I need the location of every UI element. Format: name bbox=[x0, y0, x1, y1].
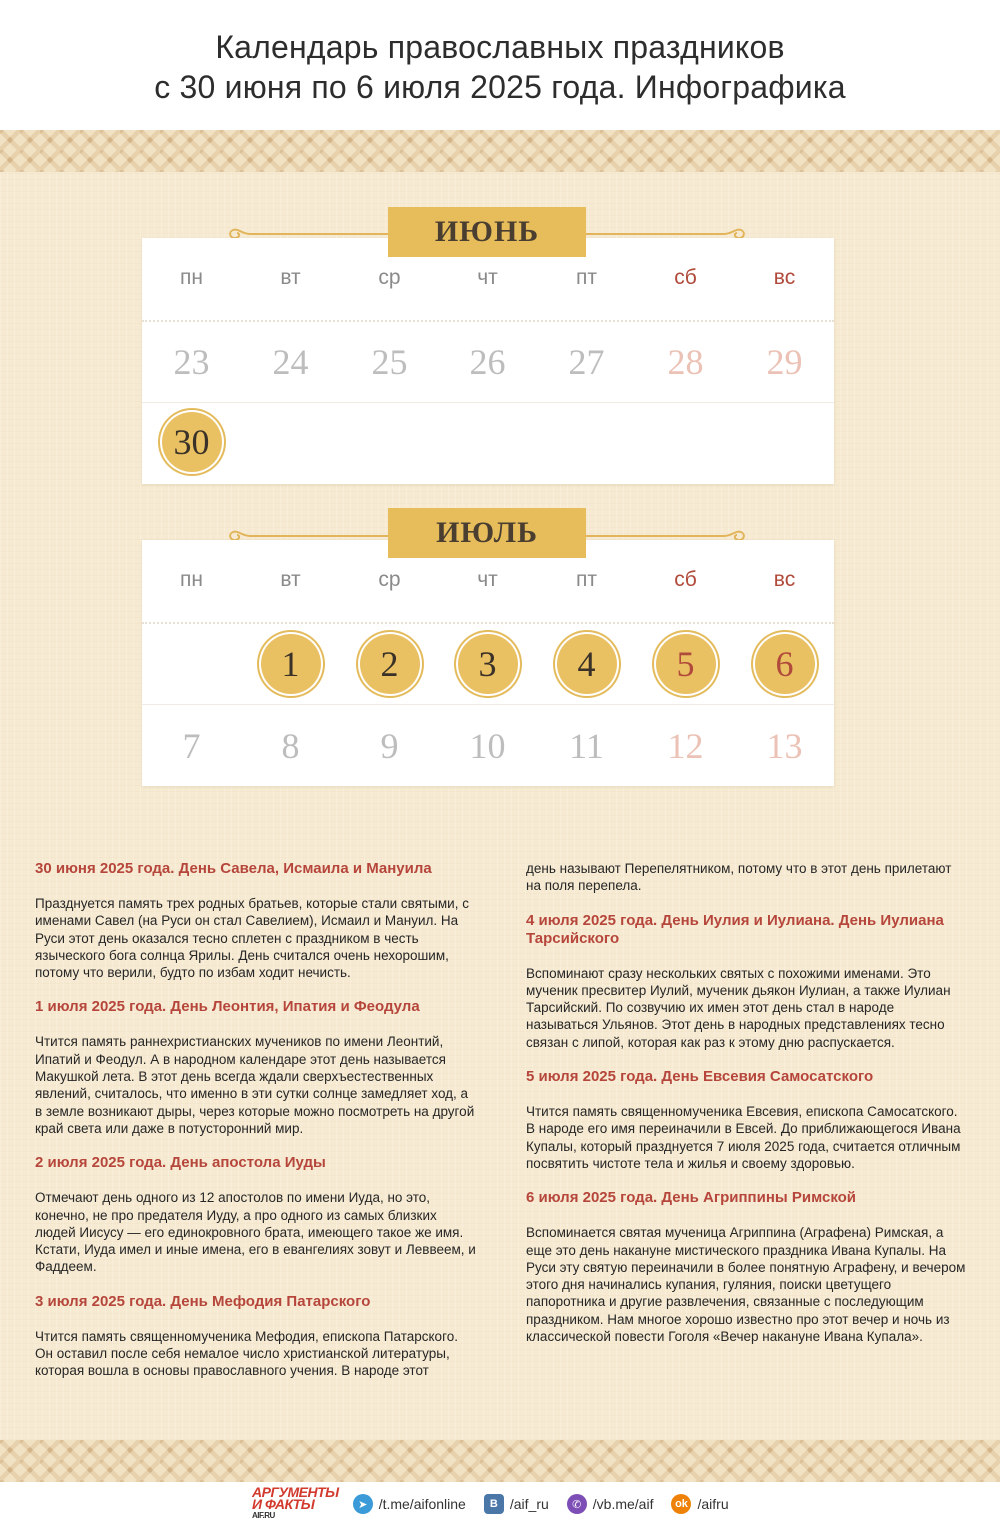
ornament-border-bottom bbox=[0, 1440, 1000, 1482]
ornament-border-top bbox=[0, 130, 1000, 172]
day-number: 7 bbox=[182, 726, 201, 766]
holiday-description: Отмечают день одного из 12 апостолов по имени Иуда, но это, конечно, не про предателя Иуду, а про одного из самых близких людей Иисусу — его единокровного брата, имеющего такое же имя. Кстати, Иуда имел и иные имена, его в евангелиях зовут и Леввеем, и Фаддеем. bbox=[35, 1190, 476, 1275]
day-number: 12 bbox=[667, 726, 704, 766]
weekday-label: вс bbox=[773, 568, 796, 591]
week-row bbox=[142, 402, 834, 482]
weekday-label: вт bbox=[280, 568, 301, 591]
holiday-description: Вспоминается святая мученица Агриппина (Аграфена) Римская, а еще это день накануне мистического праздника Ивана Купалы. На Руси эту святую переиначили в более понятную Аграфену, и вечером этого дня начинались купания, гуляния, поиски цветущего папоротника и другие развлечения, связанные с последующим праздником. Нам многое хорошо известно про этот вечер и ночь из классической повести Гоголя «Вечер накануне Ивана Купала». bbox=[526, 1225, 966, 1345]
holiday-title: 5 июля 2025 года. День Евсевия Самосатского bbox=[526, 1068, 874, 1086]
footer-links bbox=[252, 1484, 747, 1520]
holiday-description: Чтится память священномученика Мефодия, епископа Патарского. Он оставил после себя немалое число христианской литературы, которая вошла в основы православного учения. В народе этот bbox=[35, 1328, 458, 1379]
page-title-line1: Календарь православных праздников bbox=[215, 29, 785, 65]
weekday-label: пт bbox=[576, 266, 597, 289]
weekday-label: пт bbox=[576, 568, 597, 591]
weekday-label: чт bbox=[477, 266, 498, 289]
logo-subtext: AIF.RU bbox=[252, 1511, 275, 1520]
telegram-icon: ➤ bbox=[353, 1494, 373, 1514]
holiday-description: Празднуется память трех родных братьев, которые стали святыми, с именами Савел (на Руси он стал Савелием), Исмаил и Мануил. На Руси этот день оказался тесно сплетен с праздником в честь языческого бога солнца Ярилы. День считался очень нехорошим, потому что верили, будто по избам ходит нечисть. bbox=[35, 896, 469, 981]
holiday-description: Вспоминают сразу нескольких святых с похожими именами. Это мученик пресвитер Иулий, мученик дьякон Иулиан, а также Иулиан Тарсийский. По созвучию их имен этот день стал в народе называться Ульянов. Этот день в народных представлениях тесно связан с липой, которая как раз к этому дню распускается. bbox=[526, 965, 951, 1050]
viber-icon: ✆ bbox=[567, 1494, 587, 1514]
highlighted-day: 2 bbox=[360, 634, 420, 694]
holiday-title: 30 июня 2025 года. День Савела, Исмаила и Мануила bbox=[35, 860, 432, 877]
day-number: 26 bbox=[469, 342, 506, 382]
day-number: 11 bbox=[569, 726, 604, 766]
month-ribbon-july: ИЮЛЬ bbox=[388, 508, 586, 558]
holiday-title: 6 июля 2025 года. День Агриппины Римской bbox=[526, 1189, 857, 1207]
day-number: 24 bbox=[272, 342, 309, 382]
day-number: 28 bbox=[667, 342, 704, 382]
highlighted-day: 4 bbox=[557, 634, 617, 694]
weekday-label: сб bbox=[674, 568, 697, 591]
infographic-body bbox=[0, 130, 1000, 1482]
holidays-column-right bbox=[526, 860, 968, 1362]
holiday-title: 2 июля 2025 года. День апостола Иуды bbox=[35, 1154, 326, 1172]
weekday-label: ср bbox=[378, 266, 401, 289]
day-number: 10 bbox=[469, 726, 506, 766]
odnoklassniki-icon: ok bbox=[671, 1494, 691, 1514]
holiday-description: Чтится память священномученика Евсевия, епископа Самосатского. В народе его имя переиначили в Евсей. До приближающегося Ивана Купалы, который празднуется 7 июля 2025 года, считается отличным посвятить чистоте тела и жилья и своему здоровью. bbox=[526, 1104, 961, 1171]
footer bbox=[0, 1482, 1000, 1527]
holiday-title: 4 июля 2025 года. День Иулия и Иулиана. День Иулиана Тарсийского bbox=[526, 911, 944, 947]
holiday-description-continued: день называют Перепелятником, потому что в этот день прилетают на поля перепела. bbox=[526, 861, 952, 894]
day-number: 27 bbox=[568, 342, 605, 382]
highlighted-day: 6 bbox=[755, 634, 815, 694]
holiday-description: Чтится память раннехристианских мучеников по имени Леонтий, Ипатий и Феодул. А в народном календаре этот день называется Макушкой лета. В этот день всегда ждали сверхъестественных явлений, считалось, что именно в эти сутки солнце замедляет ход, а в земле возникают дыры, через которые можно посмотреть на другой край света или даже в потусторонний мир. bbox=[35, 1034, 475, 1136]
holiday-title: 3 июля 2025 года. День Мефодия Патарского bbox=[35, 1292, 371, 1310]
holidays-column-left bbox=[35, 860, 477, 1397]
aif-logo[interactable] bbox=[252, 1486, 339, 1522]
day-number: 9 bbox=[380, 726, 399, 766]
week-row bbox=[142, 624, 834, 704]
viber-link[interactable] bbox=[567, 1494, 654, 1514]
vk-link-label: /aif_ru bbox=[509, 1496, 549, 1512]
day-number: 29 bbox=[766, 342, 803, 382]
day-number: 25 bbox=[371, 342, 408, 382]
month-ribbon-june: ИЮНЬ bbox=[388, 207, 586, 257]
highlighted-day: 5 bbox=[656, 634, 716, 694]
logo-line2: И ФАКТЫ bbox=[252, 1496, 315, 1512]
logo-line1: АРГУМЕНТЫ bbox=[252, 1484, 339, 1500]
weekday-label: пн bbox=[180, 568, 203, 591]
telegram-link[interactable] bbox=[353, 1494, 466, 1514]
highlighted-day: 1 bbox=[261, 634, 321, 694]
viber-link-label: /vb.me/aif bbox=[592, 1496, 654, 1512]
divider bbox=[142, 704, 834, 705]
weekday-label: пн bbox=[180, 266, 203, 289]
weekday-label: вт bbox=[280, 266, 301, 289]
highlighted-day: 30 bbox=[162, 412, 222, 472]
page-header bbox=[0, 0, 1000, 130]
week-row bbox=[142, 706, 834, 786]
holiday-title: 1 июля 2025 года. День Леонтия, Ипатия и Феодула bbox=[35, 998, 420, 1016]
weekday-label: вс bbox=[773, 266, 796, 289]
week-row bbox=[142, 322, 834, 402]
weekday-label: сб bbox=[674, 266, 697, 289]
telegram-link-label: /t.me/aifonline bbox=[378, 1496, 466, 1512]
page-title-line2: с 30 июня по 6 июля 2025 года. Инфографика bbox=[154, 69, 846, 105]
weekday-label: чт bbox=[477, 568, 498, 591]
weekday-label: ср bbox=[378, 568, 401, 591]
highlighted-day: 3 bbox=[458, 634, 518, 694]
odnoklassniki-link-label: /aifru bbox=[697, 1496, 729, 1512]
vk-link[interactable] bbox=[484, 1494, 549, 1514]
calendar-july bbox=[142, 540, 834, 786]
day-number: 13 bbox=[766, 726, 803, 766]
calendar-june bbox=[142, 238, 834, 484]
odnoklassniki-link[interactable] bbox=[671, 1494, 728, 1514]
vk-icon: B bbox=[484, 1494, 504, 1514]
day-number: 23 bbox=[173, 342, 210, 382]
day-number: 8 bbox=[281, 726, 300, 766]
